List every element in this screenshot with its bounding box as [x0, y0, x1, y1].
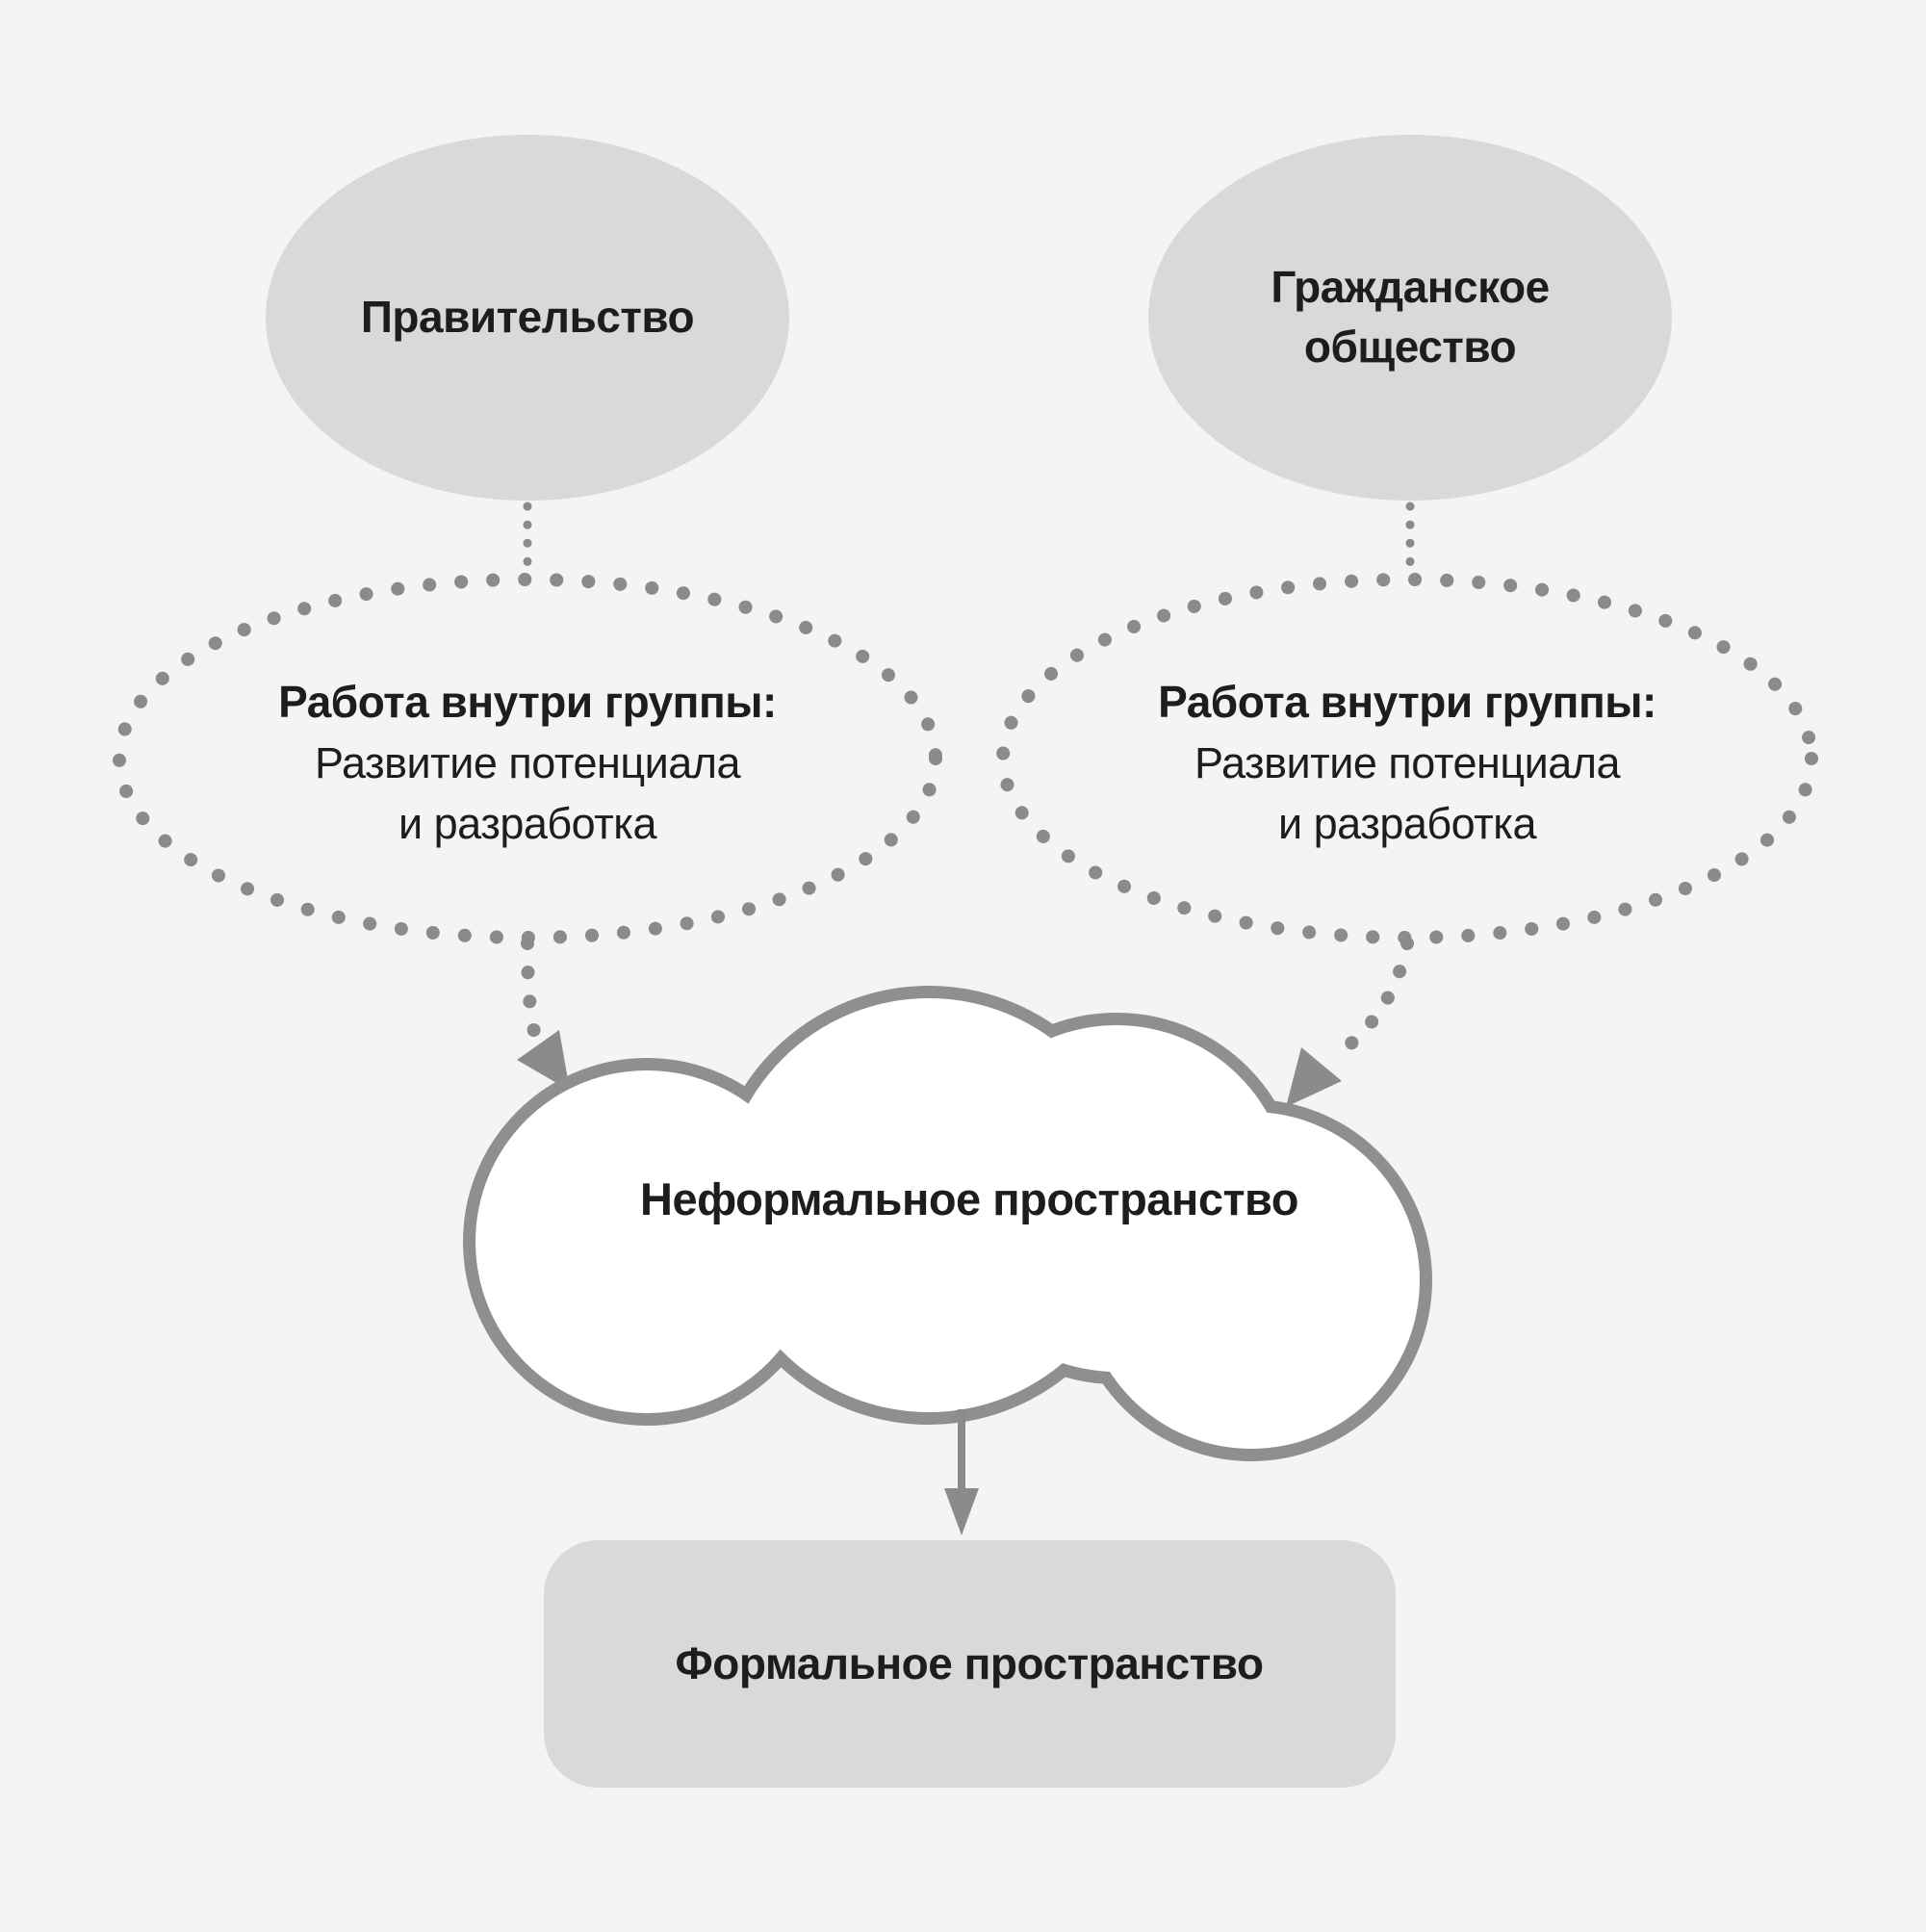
group-work-right-line2: Развитие потенциала: [1194, 738, 1621, 787]
arrow-right-arrowhead-icon: [1286, 1047, 1342, 1107]
civil-society-ellipse: [1148, 135, 1672, 501]
arrow-down-arrowhead-icon: [944, 1488, 979, 1535]
civil-society-label-line2: общество: [1303, 322, 1517, 372]
group-work-left-title: Работа внутри группы:: [278, 677, 777, 727]
arrow-right-groupwork-to-cloud: [1338, 943, 1407, 1054]
informal-space-label: Неформальное пространство: [640, 1173, 1298, 1224]
formal-space-label: Формальное пространство: [675, 1638, 1264, 1688]
group-work-left-line3: и разработка: [398, 799, 656, 848]
group-work-right-title: Работа внутри группы:: [1158, 677, 1656, 727]
civil-society-label-line1: Гражданское: [1271, 262, 1550, 312]
group-work-right-line3: и разработка: [1278, 799, 1536, 848]
arrow-left-groupwork-to-cloud: [527, 943, 534, 1032]
government-label: Правительство: [360, 292, 695, 342]
group-work-left-line2: Развитие потенциала: [314, 738, 741, 787]
